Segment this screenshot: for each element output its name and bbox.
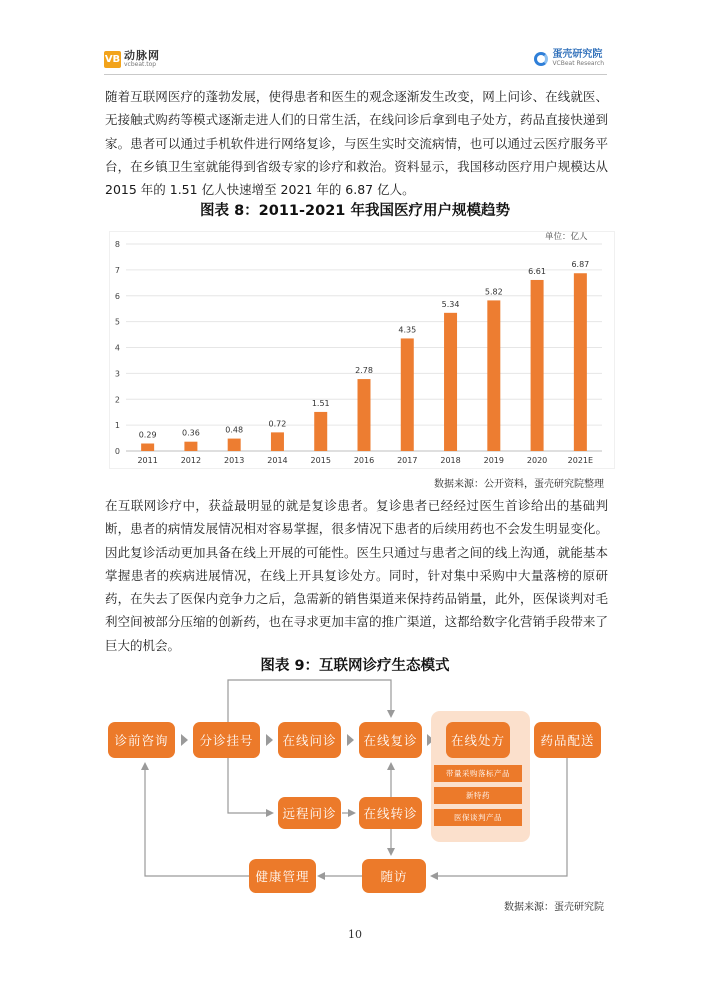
- figure9-source: 数据来源：蛋壳研究院: [504, 902, 604, 913]
- x-tick-label: 2017: [397, 456, 418, 465]
- data-label: 5.82: [484, 287, 503, 297]
- prescription-item-insurance: 医保谈判产品: [434, 809, 522, 826]
- node-drug-delivery: 药品配送: [534, 722, 601, 758]
- chevron-arrow-icon: [347, 734, 354, 746]
- chevron-arrow-icon: [181, 734, 188, 746]
- figure8-source: 数据来源：公开资料，蛋壳研究院整理: [434, 479, 604, 490]
- x-tick-label: 2011: [137, 456, 158, 465]
- data-label: 0.36: [182, 428, 200, 438]
- node-online-referral: 在线转诊: [359, 797, 422, 829]
- paragraph-intro: 随着互联网医疗的蓬勃发展，使得患者和医生的观念逐渐发生改变，网上问诊、在线就医、无接触式购药等模式逐渐走进人们的日常生活，在线问诊后拿到电子处方，药品直接快递到家。患者可以通过手机软件进行网络复诊，与医生实时交流病情，也可以通过云医疗服务平台，在乡镇卫生室就能得到省级专家的诊疗和救治。资料显示，我国移动医疗用户规模达从 2015 年的 1.51 亿人快速增至 2021 年的 6.87 亿人。: [105, 89, 608, 198]
- x-tick-label: 2019: [483, 456, 504, 465]
- node-online-followup: 在线复诊: [359, 722, 422, 758]
- arrow-triage-to-followup: [228, 680, 391, 722]
- node-online-consult: 在线问诊: [278, 722, 341, 758]
- x-tick-label: 2018: [440, 456, 461, 465]
- x-tick-label: 2016: [353, 456, 375, 465]
- x-tick-label: 2020: [526, 456, 548, 465]
- arrow-health-to-preconsult: [145, 764, 249, 876]
- vcbeat-logo-badge: VB: [104, 51, 121, 68]
- x-tick-label: 2012: [180, 456, 202, 465]
- prescription-item-procurement: 带量采购落标产品: [434, 765, 522, 782]
- data-label: 6.61: [528, 266, 546, 276]
- figure8-title: 图表 8：2011-2021 年我国医疗用户规模趋势: [200, 203, 510, 219]
- vcbeat-logo-sub: vcbeat.top: [124, 61, 157, 68]
- data-label: 1.51: [311, 398, 330, 408]
- node-pre-consult: 诊前咨询: [108, 722, 175, 758]
- y-tick-label: 2: [114, 395, 120, 405]
- node-follow-up-visit: 随访: [362, 859, 426, 893]
- node-online-prescription: 在线处方: [446, 722, 510, 758]
- y-tick-label: 3: [114, 369, 120, 379]
- data-label: 0.48: [225, 425, 244, 435]
- data-label: 2.78: [355, 366, 373, 376]
- y-tick-label: 5: [114, 317, 120, 327]
- x-tick-label: 2013: [224, 456, 245, 465]
- y-tick-label: 0: [114, 447, 120, 456]
- node-remote-consult: 远程问诊: [278, 797, 341, 829]
- y-tick-label: 6: [114, 291, 120, 301]
- figure9-title: 图表 9：互联网诊疗生态模式: [260, 658, 450, 674]
- data-label: 5.34: [441, 299, 460, 309]
- chevron-arrow-icon: [266, 734, 273, 746]
- prescription-item-new-drugs: 新特药: [434, 787, 522, 804]
- x-tick-label: 2014: [267, 456, 288, 465]
- data-label: 6.87: [571, 260, 590, 270]
- arrow-triage-to-remote: [228, 758, 272, 813]
- y-tick-label: 4: [114, 343, 120, 353]
- paragraph-followup-care: 在互联网诊疗中，获益最明显的就是复诊患者。复诊患者已经经过医生首诊给出的基础判断，患者的病情发展情况相对容易掌握，很多情况下患者的后续用药也不会发生明显变化。因此复诊活动更加具备在线上开展的可能性。医生只通过与患者之间的线上沟通，就能基本掌握患者的疾病进展情况，在线上开具复诊处方。同时，针对集中采购中大量落榜的原研药，在失去了医保内竞争力之后，急需新的销售渠道来保持药品销量，此外，医保谈判对毛利空间被部分压缩的创新药，也在寻求更加丰富的推广渠道，这都给数字化营销手段带来了巨大的机会。: [105, 498, 608, 653]
- vcbeat-logo-name: 动脉网: [124, 49, 160, 62]
- page-number: 10: [348, 928, 362, 941]
- chart-unit-label: 单位：亿人: [545, 232, 588, 242]
- data-label: 0.72: [268, 419, 287, 429]
- y-tick-label: 1: [114, 421, 120, 431]
- y-tick-label: 7: [114, 265, 120, 275]
- x-tick-label: 2021E: [567, 456, 594, 465]
- x-tick-label: 2015: [310, 456, 331, 465]
- research-logo-sub: VCBeat Research: [552, 60, 604, 67]
- data-label: 0.29: [138, 430, 157, 440]
- node-triage: 分诊挂号: [193, 722, 260, 758]
- node-health-management: 健康管理: [249, 859, 316, 893]
- research-logo-name: 蛋壳研究院: [552, 49, 603, 60]
- y-tick-label: 8: [114, 240, 120, 249]
- data-label: 4.35: [398, 325, 417, 335]
